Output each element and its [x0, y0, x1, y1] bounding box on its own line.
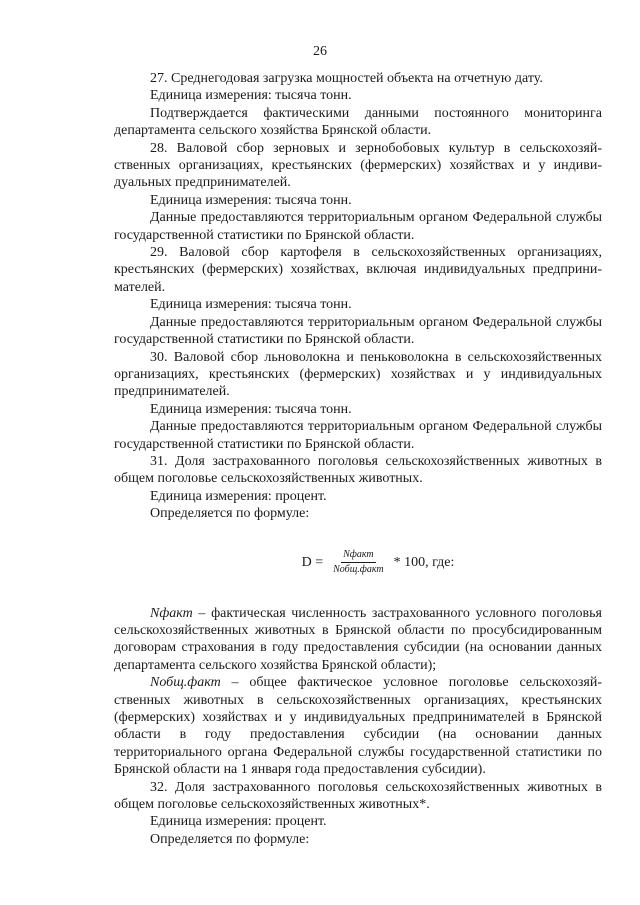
- definition-text: – фактическая численность застрахованного условного поголовья сельскохозяйственных животных в Брянской области по просубсидированным договорам страхования в году предоставления субсидии (на основании данных департамента сельского хозяйства Брянской области);: [114, 605, 602, 673]
- paragraph: 28. Валовой сбор зерновых и зернобобовых культур в сельскохозяй-ственных организациях, крестьянских (фермерских) хозяйствах и у индиви-дуальных предпринимателей.: [114, 140, 602, 191]
- formula-fraction: [331, 549, 385, 576]
- formula-rhs: * 100, где:: [393, 554, 455, 570]
- paragraph: 29. Валовой сбор картофеля в сельскохозяйственных организациях, крестьянских (фермерских) хозяйствах, включая индивидуальных предприни-мателей.: [114, 245, 602, 295]
- definition-term: Nфакт: [150, 605, 193, 621]
- paragraph: 31. Доля застрахованного поголовья сельскохозяйственных животных в общем поголовье сельскохозяйственных животных.: [114, 453, 602, 487]
- paragraph: Единица измерения: тысяча тонн.: [150, 88, 352, 104]
- paragraph: Данные предоставляются территориальным органом Федеральной службы государственной статистики по Брянской области.: [114, 314, 602, 348]
- paragraph: 30. Валовой сбор льноволокна и пеньковолокна в сельскохозяйственных организациях, крестьянских (фермерских) хозяйствах и у индивидуальных предпринимателей.: [114, 349, 602, 400]
- formula: [114, 537, 602, 589]
- paragraph: Определяется по формуле:: [150, 506, 310, 522]
- definition-text: – общее фактическое условное поголовье сельскохозяй-ственных животных в сельскохозяйственных организациях, крестьянских (фермерских) хозяйствах и у индивидуальных предпринимателей в Брянской области в году предоставления субсидии (на основании данных территориального органа Федеральной службы государственной статистики по Брянской области на 1 января года предоставления субсидии).: [114, 675, 602, 778]
- document-body: [114, 70, 602, 848]
- paragraph: Данные предоставляются территориальным органом Федеральной службы государственной статистики по Брянской области.: [114, 419, 602, 452]
- paragraph: Единица измерения: тысяча тонн.: [150, 192, 352, 208]
- definition-paragraph: [114, 674, 602, 778]
- paragraph: Единица измерения: тысяча тонн.: [150, 297, 352, 313]
- page-number: 26: [313, 44, 327, 59]
- paragraph: Единица измерения: тысяча тонн.: [150, 401, 352, 417]
- paragraph: Определяется по формуле:: [150, 831, 310, 847]
- formula-lhs: D =: [301, 554, 324, 570]
- definition-term: Nобщ.факт: [150, 675, 221, 691]
- paragraph: Подтверждается фактическими данными постоянного мониторинга департамента сельского хозяйства Брянской области.: [114, 105, 602, 139]
- formula-numerator: Nфакт: [341, 549, 376, 563]
- formula-denominator: Nобщ.факт: [333, 564, 384, 576]
- paragraph: Единица измерения: процент.: [150, 488, 327, 504]
- paragraph: Данные предоставляются территориальным органом Федеральной службы государственной статистики по Брянской области.: [114, 210, 602, 243]
- paragraph: 27. Среднегодовая загрузка мощностей объекта на отчетную дату.: [150, 71, 543, 86]
- definition-paragraph: [114, 605, 602, 675]
- paragraph: Единица измерения: процент.: [150, 814, 327, 830]
- paragraph: 32. Доля застрахованного поголовья сельскохозяйственных животных в общем поголовье сельскохозяйственных животных*.: [114, 779, 602, 813]
